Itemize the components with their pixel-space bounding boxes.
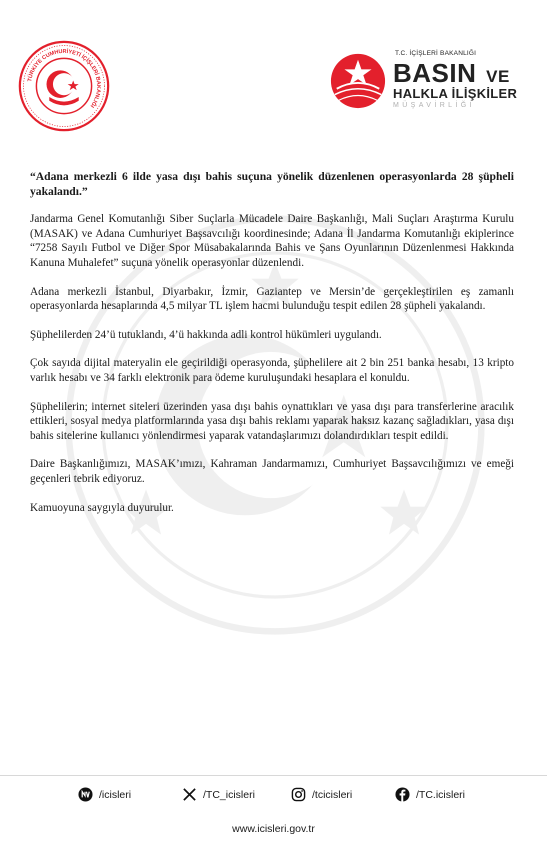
footer-divider (0, 775, 547, 776)
ministry-seal-logo (18, 40, 110, 132)
social-handle: /TC_icisleri (203, 788, 255, 801)
paragraph: Adana merkezli İstanbul, Diyarbakır, İzmir, Gaziantep ve Mersin’de gerçekleştirilen eş zamanlı operasyonlarda hesaplarında 4,5 milyar TL işlem hacmi bulunduğu tespit edilen 28 şüpheli yakalandı. (30, 285, 514, 313)
facebook-icon (395, 787, 410, 802)
nsosyal-icon (78, 787, 93, 802)
paragraph: Çok sayıda dijital materyalin ele geçirildiği operasyonda, şüphelilere ait 2 bin 251 banka hesabı, 13 kripto varlık hesabı ve 34 farklı elektronik para ödeme kuruluşundaki hesaplara el konuldu. (30, 357, 514, 384)
paragraph: Kamuoyuna saygıyla duyurulur. (30, 501, 174, 514)
press-office-brand (329, 50, 529, 112)
brand-line3: MÜŞAVİRLİĞİ (393, 102, 476, 109)
headline: “Adana merkezli 6 ilde yasa dışı bahis suçuna yönelik düzenlenen operasyonlarda 28 şüpheli yakalandı.” (30, 170, 514, 198)
brand-line2: HALKLA İLİŞKİLER (393, 86, 518, 101)
social-handle: /icisleri (99, 788, 132, 801)
social-handle: /tcicisleri (312, 788, 353, 801)
x-icon (182, 787, 197, 802)
social-links (78, 787, 498, 807)
brand-title (393, 58, 510, 89)
social-link-x[interactable] (182, 787, 255, 802)
social-link-instagram[interactable] (291, 787, 352, 802)
seal-text: TÜRKİYE CUMHURİYETİ İÇİŞLERİ BAKANLIĞI (27, 48, 102, 109)
ministry-label: T.C. İÇİŞLERİ BAKANLIĞI (395, 50, 477, 57)
paragraph: Şüphelilerin; internet siteleri üzerinden yasa dışı bahis oynattıkları ve yasa dışı para transferlerine aracılık ettikleri, sosyal medya platformlarında yasa dışı bahis reklamı yaparak haksız kazanç sağladıkları, yasa dışı bahis sitelerine kullanıcı yönlendirmesi yaparak vatandaşlarımızı dolandırdıkları tespit edildi. (30, 400, 514, 442)
instagram-icon (291, 787, 306, 802)
website-link[interactable]: www.icisleri.gov.tr (232, 823, 315, 835)
social-link-nsosyal[interactable] (78, 787, 131, 802)
paragraph: Jandarma Genel Komutanlığı Siber Suçlarla Mücadele Daire Başkanlığı, Mali Suçları Araştırma Kurulu (MASAK) ve Adana Cumhuriyet Başsavcılığı koordinesinde; Adana İl Jandarma Komutanlığı ekiplerince “7258 Sayılı Futbol ve Diğer Spor Müsabakalarında Bahis ve Şans Oyunlarının Düzenlenmesi Hakkında Kanuna Muhalefet” suçuna yönelik operasyonlar düzenlendi. (30, 213, 514, 269)
brand-line1-suffix: VE (486, 67, 510, 86)
brand-star-logo (329, 52, 387, 110)
brand-line1: BASIN (393, 58, 477, 88)
social-handle: /TC.icisleri (416, 788, 465, 801)
paragraph: Şüphelilerden 24’ü tutuklandı, 4’ü hakkında adli kontrol hükümleri uygulandı. (30, 328, 382, 341)
press-release-body (30, 170, 514, 529)
paragraph: Daire Başkanlığımızı, MASAK’ımızı, Kahraman Jandarmamızı, Cumhuriyet Başsavcılığımızı ve emeği geçenleri tebrik ediyoruz. (30, 458, 514, 485)
social-link-facebook[interactable] (395, 787, 465, 802)
